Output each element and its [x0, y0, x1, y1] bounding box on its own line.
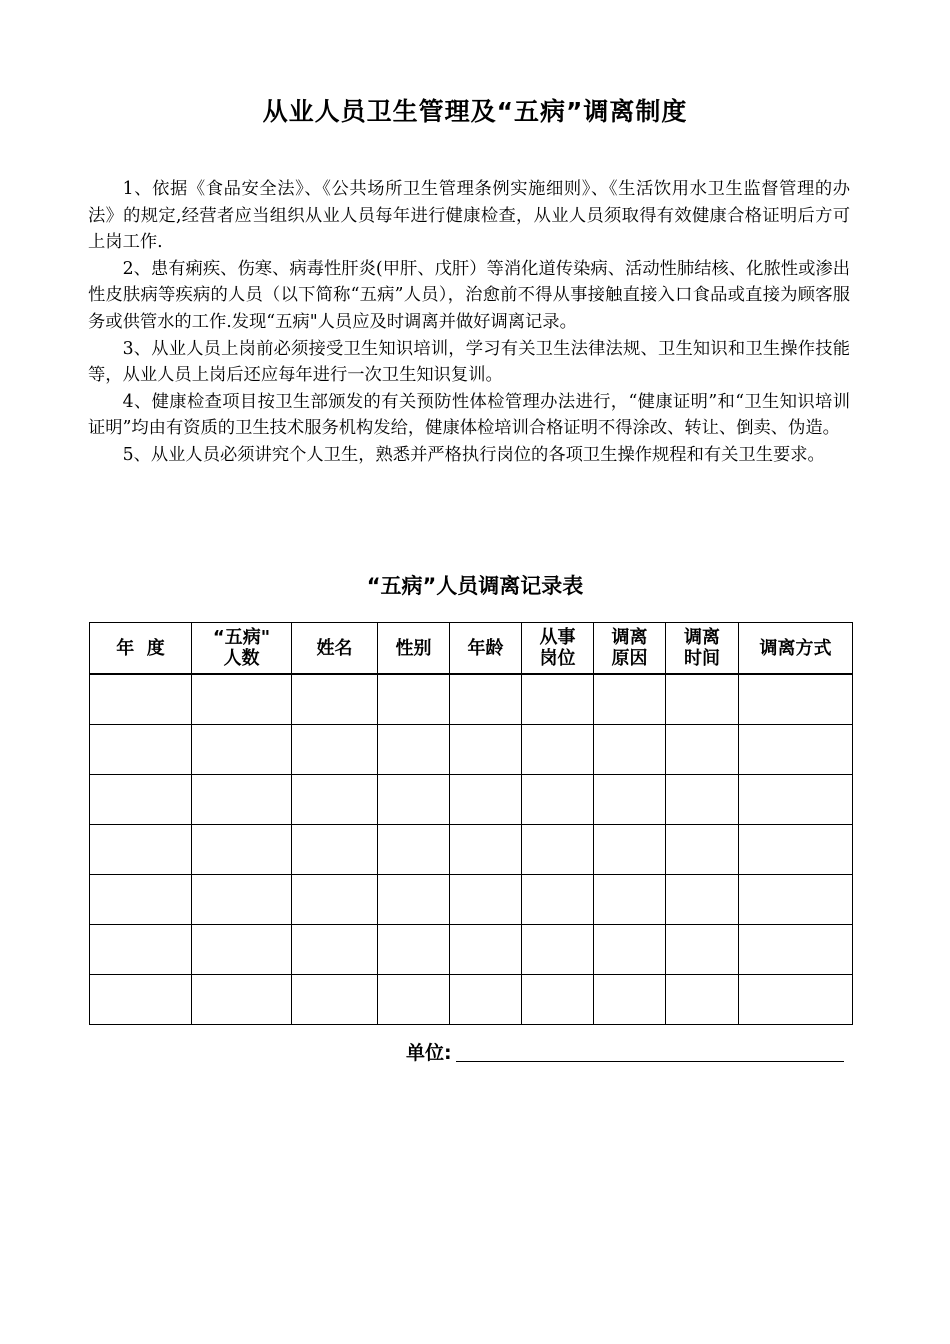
table-row — [90, 725, 853, 775]
table-cell[interactable] — [90, 875, 192, 925]
unit-label: 单位: — [406, 1042, 452, 1064]
table-cell[interactable] — [192, 925, 292, 975]
table-cell[interactable] — [192, 674, 292, 725]
table-cell[interactable] — [594, 725, 666, 775]
table-cell[interactable] — [90, 674, 192, 725]
table-cell[interactable] — [739, 975, 853, 1025]
table-cell[interactable] — [594, 975, 666, 1025]
table-cell[interactable] — [594, 875, 666, 925]
table-cell[interactable] — [594, 825, 666, 875]
table-cell[interactable] — [292, 825, 378, 875]
table-cell[interactable] — [378, 725, 450, 775]
table-cell[interactable] — [90, 975, 192, 1025]
table-cell[interactable] — [522, 725, 594, 775]
column-header — [522, 623, 594, 675]
column-header-line: 年龄 — [467, 637, 504, 659]
record-table-title: “五病”人员调离记录表 — [366, 574, 584, 598]
column-header — [450, 623, 522, 675]
table-row — [90, 925, 853, 975]
table-cell[interactable] — [450, 975, 522, 1025]
column-header-line: 性别 — [395, 637, 432, 659]
unit-field — [406, 1038, 452, 1065]
table-cell[interactable] — [192, 775, 292, 825]
table-cell[interactable] — [378, 825, 450, 875]
table-cell[interactable] — [522, 674, 594, 725]
table-cell[interactable] — [739, 775, 853, 825]
table-cell[interactable] — [90, 775, 192, 825]
table-cell[interactable] — [292, 775, 378, 825]
table-cell[interactable] — [522, 825, 594, 875]
column-header — [666, 623, 739, 675]
record-table — [89, 622, 853, 1025]
table-cell[interactable] — [292, 725, 378, 775]
table-cell[interactable] — [378, 775, 450, 825]
column-header-line: 调离方式 — [759, 637, 832, 659]
table-cell[interactable] — [666, 725, 739, 775]
column-header — [90, 623, 192, 675]
unit-underline — [456, 1061, 844, 1062]
table-cell[interactable] — [739, 825, 853, 875]
table-cell[interactable] — [450, 925, 522, 975]
table-cell[interactable] — [666, 825, 739, 875]
column-header-line: “五病" — [212, 627, 271, 648]
table-cell[interactable] — [90, 825, 192, 875]
table-cell[interactable] — [450, 725, 522, 775]
table-cell[interactable] — [450, 825, 522, 875]
table-cell[interactable] — [378, 925, 450, 975]
regulation-paragraph-1: 1、依据《食品安全法》、《公共场所卫生管理条例实施细则》、《生活饮用水卫生监督管理的办法》的规定,经营者应当组织从业人员每年进行健康检查，从业人员须取得有效健康合格证明后方可上岗工作. — [88, 179, 850, 253]
column-header-line: 年 度 — [116, 637, 165, 659]
header-row — [90, 623, 853, 675]
table-row — [90, 674, 853, 725]
regulation-paragraph-5: 5、从业人员必须讲究个人卫生，熟悉并严格执行岗位的各项卫生操作规程和有关卫生要求。 — [122, 444, 825, 465]
table-cell[interactable] — [90, 725, 192, 775]
column-header-line: 调离 — [684, 627, 720, 648]
table-row — [90, 825, 853, 875]
table-cell[interactable] — [450, 875, 522, 925]
record-table-body — [90, 674, 853, 1025]
column-header-line: 调离 — [611, 627, 648, 648]
table-cell[interactable] — [522, 875, 594, 925]
record-table-header — [90, 623, 853, 675]
regulation-body — [88, 176, 850, 469]
table-cell[interactable] — [594, 674, 666, 725]
table-cell[interactable] — [666, 674, 739, 725]
table-cell[interactable] — [594, 925, 666, 975]
table-cell[interactable] — [450, 775, 522, 825]
table-row — [90, 875, 853, 925]
table-cell[interactable] — [192, 825, 292, 875]
table-cell[interactable] — [594, 775, 666, 825]
table-cell[interactable] — [192, 975, 292, 1025]
table-cell[interactable] — [666, 875, 739, 925]
document-title: 从业人员卫生管理及“五病”调离制度 — [262, 97, 688, 126]
table-cell[interactable] — [666, 975, 739, 1025]
table-cell[interactable] — [378, 975, 450, 1025]
table-row — [90, 775, 853, 825]
regulation-paragraph-4: 4、健康检查项目按卫生部颁发的有关预防性体检管理办法进行，“健康证明”和“卫生知识培训证明”均由有资质的卫生技术服务机构发给，健康体检培训合格证明不得涂改、转让、倒卖、伪造。 — [88, 391, 850, 439]
table-cell[interactable] — [739, 875, 853, 925]
column-header — [739, 623, 853, 675]
column-header — [594, 623, 666, 675]
table-cell[interactable] — [378, 674, 450, 725]
table-cell[interactable] — [292, 925, 378, 975]
table-row — [90, 975, 853, 1025]
table-cell[interactable] — [292, 975, 378, 1025]
table-cell[interactable] — [666, 925, 739, 975]
column-header — [292, 623, 378, 675]
column-header-line: 姓名 — [316, 637, 353, 659]
column-header-line: 岗位 — [539, 648, 576, 669]
column-header-line: 原因 — [611, 648, 648, 669]
table-cell[interactable] — [292, 674, 378, 725]
table-cell[interactable] — [378, 875, 450, 925]
table-cell[interactable] — [739, 725, 853, 775]
column-header — [192, 623, 292, 675]
table-cell[interactable] — [292, 875, 378, 925]
column-header-line: 人数 — [223, 648, 260, 669]
table-cell[interactable] — [739, 674, 853, 725]
table-cell[interactable] — [522, 925, 594, 975]
regulation-paragraph-3: 3、从业人员上岗前必须接受卫生知识培训，学习有关卫生法律法规、卫生知识和卫生操作技能等，从业人员上岗后还应每年进行一次卫生知识复训。 — [88, 338, 850, 386]
table-cell[interactable] — [522, 975, 594, 1025]
regulation-paragraph-2: 2、患有痢疾、伤寒、病毒性肝炎(甲肝、戊肝）等消化道传染病、活动性肺结核、化脓性或渗出性皮肤病等疾病的人员（以下简称“五病”人员），治愈前不得从事接触直接入口食品或直接为顾客服务或供管水的工作.发现“五病"人员应及时调离并做好调离记录。 — [88, 258, 850, 332]
table-cell[interactable] — [192, 875, 292, 925]
table-cell[interactable] — [90, 925, 192, 975]
table-cell[interactable] — [739, 925, 853, 975]
column-header-line: 从事 — [539, 627, 576, 648]
table-cell[interactable] — [522, 775, 594, 825]
table-cell[interactable] — [192, 725, 292, 775]
table-cell[interactable] — [666, 775, 739, 825]
column-header-line: 时间 — [684, 648, 720, 669]
column-header — [378, 623, 450, 675]
table-cell[interactable] — [450, 674, 522, 725]
